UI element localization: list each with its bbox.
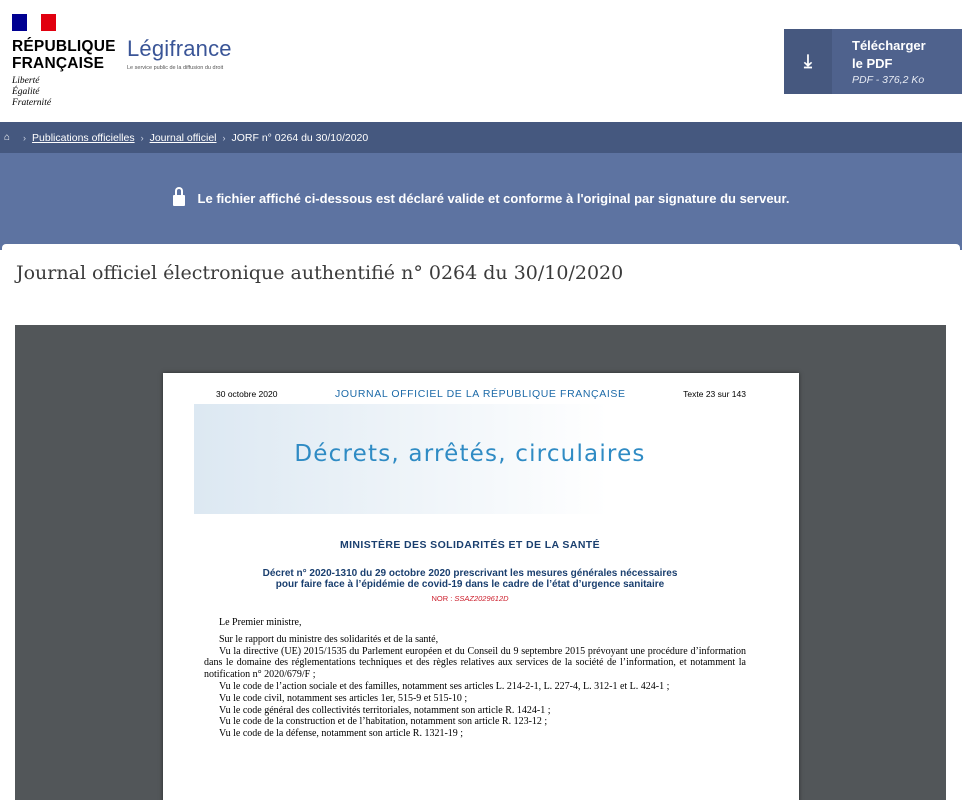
pdf-paragraph: Vu le code de l’action sociale et des familles, notamment ses articles L. 214-2-1, L. 227-4, L. 312-1 et L. 424-1 ; xyxy=(219,680,670,692)
french-flag-icon xyxy=(12,14,56,31)
chevron-right-icon: › xyxy=(222,132,226,143)
site-name: Légifrance xyxy=(127,36,232,61)
lock-icon xyxy=(173,192,185,207)
pdf-paragraph: Sur le rapport du ministre des solidarités et de la santé, xyxy=(219,633,439,645)
download-arrow-icon: ⤓ xyxy=(784,29,832,94)
pdf-text-number: Texte 23 sur 143 xyxy=(683,389,746,399)
page-title: Journal officiel électronique authentifié n° 0264 du 30/10/2020 xyxy=(16,262,624,284)
chevron-right-icon: › xyxy=(140,132,144,143)
download-file-info: PDF - 376,2 Ko xyxy=(852,74,925,86)
pdf-section-heading: Décrets, arrêtés, circulaires xyxy=(294,441,646,467)
signature-notice-banner xyxy=(0,153,962,244)
download-label-line2: le PDF xyxy=(852,56,893,71)
pdf-date: 30 octobre 2020 xyxy=(216,389,278,399)
pdf-viewer[interactable] xyxy=(15,325,946,800)
download-pdf-button[interactable] xyxy=(784,29,962,94)
pdf-paragraph: Vu le code de la défense, notamment son article R. 1321-19 ; xyxy=(219,728,464,740)
banner-divider xyxy=(0,244,962,250)
breadcrumb-journal-officiel[interactable]: Journal officiel xyxy=(149,131,217,144)
breadcrumb-publications-officielles[interactable]: Publications officielles xyxy=(32,131,135,144)
pdf-page xyxy=(163,373,799,800)
download-label-line1: Télécharger xyxy=(852,38,926,53)
pdf-journal-name: JOURNAL OFFICIEL DE LA RÉPUBLIQUE FRANÇAISE xyxy=(335,388,626,400)
pdf-paragraph: Vu la directive (UE) 2015/1535 du Parlement européen et du Conseil du 9 septembre 2015 prévoyant une procédure d’information dans le domaine des réglementations techniques et des règles relatives aux services de la société de l’information, et notamment la notification n° 2020/679/F ; xyxy=(204,645,746,681)
pdf-paragraph: Vu le code général des collectivités territoriales, notamment son article R. 1424-1 ; xyxy=(219,704,551,716)
pdf-running-header xyxy=(194,373,746,413)
signature-notice-text: Le fichier affiché ci-dessous est déclaré valide et conforme à l'original par signature du serveur. xyxy=(197,191,790,206)
legifrance-brand[interactable] xyxy=(127,36,232,71)
pdf-decree-title: Décret n° 2020-1310 du 29 octobre 2020 prescrivant les mesures générales nécessaires pour faire face à l’épidémie de covid-19 dans le cadre de l’état d’urgence sanitaire xyxy=(262,568,678,590)
republic-name: RÉPUBLIQUE FRANÇAISE xyxy=(12,38,116,72)
pdf-ministry: MINISTÈRE DES SOLIDARITÉS ET DE LA SANTÉ xyxy=(339,539,601,551)
pdf-body-text xyxy=(194,617,746,740)
breadcrumb-current: JORF n° 0264 du 30/10/2020 xyxy=(231,131,369,144)
motto: Liberté Égalité Fraternité xyxy=(12,76,52,108)
site-tagline: Le service public de la diffusion du droit xyxy=(127,65,224,71)
pdf-paragraph: Vu le code de la construction et de l’habitation, notamment son article R. 123-12 ; xyxy=(219,716,548,728)
breadcrumb xyxy=(0,122,962,153)
pdf-paragraph: Le Premier ministre, xyxy=(219,617,302,628)
home-icon[interactable]: ⌂ xyxy=(4,132,11,143)
site-header xyxy=(0,0,962,122)
republique-francaise-logo[interactable] xyxy=(12,14,116,109)
pdf-nor-reference: NOR : SSAZ2029612D xyxy=(431,594,509,603)
pdf-paragraph: Vu le code civil, notamment ses articles 1er, 515-9 et 515-10 ; xyxy=(219,692,468,704)
chevron-right-icon: › xyxy=(23,132,27,143)
